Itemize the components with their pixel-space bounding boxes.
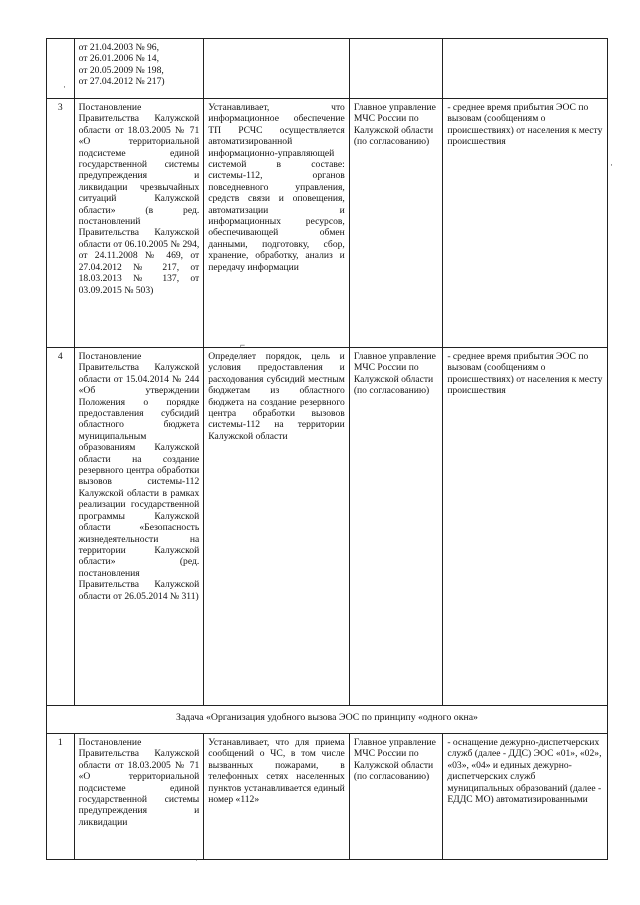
- description-cell: [204, 39, 350, 99]
- table-row: [47, 734, 608, 860]
- row-number: 1: [47, 734, 75, 860]
- indicator-cell: - среднее время прибытия ЭОС по вызовам (сообщениям о происшествиях) от населения к месту происшествия: [443, 348, 608, 706]
- row-number: 4: [47, 348, 75, 706]
- task-heading-row: [47, 706, 608, 734]
- legal-act-cell: Постановление Правительства Калужской области от 18.03.2005 № 71 «О территориальной подсистеме единой государственной системы предупреждения и ликвидации: [74, 734, 204, 860]
- legal-acts-table: [46, 38, 608, 860]
- indicator-cell: [443, 39, 608, 99]
- row-number: 3: [47, 99, 75, 348]
- scan-artifact-dot: ·: [610, 160, 613, 170]
- table-row: [47, 39, 608, 99]
- scan-artifact-mark: ⌐: [240, 340, 246, 350]
- table-row: [47, 348, 608, 706]
- scan-artifact-dot: ·: [195, 855, 198, 865]
- description-cell: Устанавливает, что для приема сообщений о ЧС, в том числе вызванных пожарами, в телефонных сетях населенных пунктов устанавливается единый номер «112»: [204, 734, 350, 860]
- responsible-cell: [349, 39, 443, 99]
- legal-act-cell: от 21.04.2003 № 96, от 26.01.2006 № 14, от 20.05.2009 № 198, от 27.04.2012 № 217): [74, 39, 204, 99]
- table-row: [47, 99, 608, 348]
- scan-artifact-dot: ·: [63, 82, 66, 92]
- legal-act-cell: Постановление Правительства Калужской области от 15.04.2014 № 244 «Об утверждении Положения о порядке предоставления субсидий областного бюджета муниципальным образованиям Калужской области на создание резервного центра обработки вызовов системы-112 Калужской области в рамках реализации государственной программы Калужской области «Безопасность жизнедеятельности на территории Калужской области» (ред. постановления Правительства Калужской области от 26.05.2014 № 311): [74, 348, 204, 706]
- row-number: [47, 39, 75, 99]
- responsible-cell: Главное управление МЧС России по Калужской области (по согласованию): [349, 734, 443, 860]
- responsible-cell: Главное управление МЧС России по Калужской области (по согласованию): [349, 348, 443, 706]
- indicator-cell: - среднее время прибытия ЭОС по вызовам (сообщениям о происшествиях) от населения к месту происшествия: [443, 99, 608, 348]
- description-cell: Определяет порядок, цель и условия предоставления и расходования субсидий местным бюджетам из областного бюджета на создание резервного центра обработки вызовов системы-112 на территории Калужской области: [204, 348, 350, 706]
- legal-act-cell: Постановление Правительства Калужской области от 18.03.2005 № 71 «О территориальной подсистеме единой государственной системы предупреждения и ликвидации чрезвычайных ситуаций Калужской области» (в ред. постановлений Правительства Калужской области от 06.10.2005 № 294, от 24.11.2008 № 469, от 27.04.2012 № 217, от 18.03.2013 № 137, от 03.09.2015 № 503): [74, 99, 204, 348]
- description-cell: Устанавливает, что информационное обеспечение ТП РСЧС осуществляется автоматизированной информационно-управляющей системой в составе: системы-112, органов повседневного управления, средств связи и оповещения, автоматизации и информационных ресурсов, обеспечивающей обмен данными, подготовку, сбор, хранение, обработку, анализ и передачу информации: [204, 99, 350, 348]
- responsible-cell: Главное управление МЧС России по Калужской области (по согласованию): [349, 99, 443, 348]
- task-heading: Задача «Организация удобного вызова ЭОС по принципу «одного окна»: [47, 706, 608, 734]
- indicator-cell: - оснащение дежурно-диспетчерских служб (далее - ДДС) ЭОС «01», «02», «03», «04» и единых дежурно-диспетчерских служб муниципальных образований (далее - ЕДДС МО) автоматизированными: [443, 734, 608, 860]
